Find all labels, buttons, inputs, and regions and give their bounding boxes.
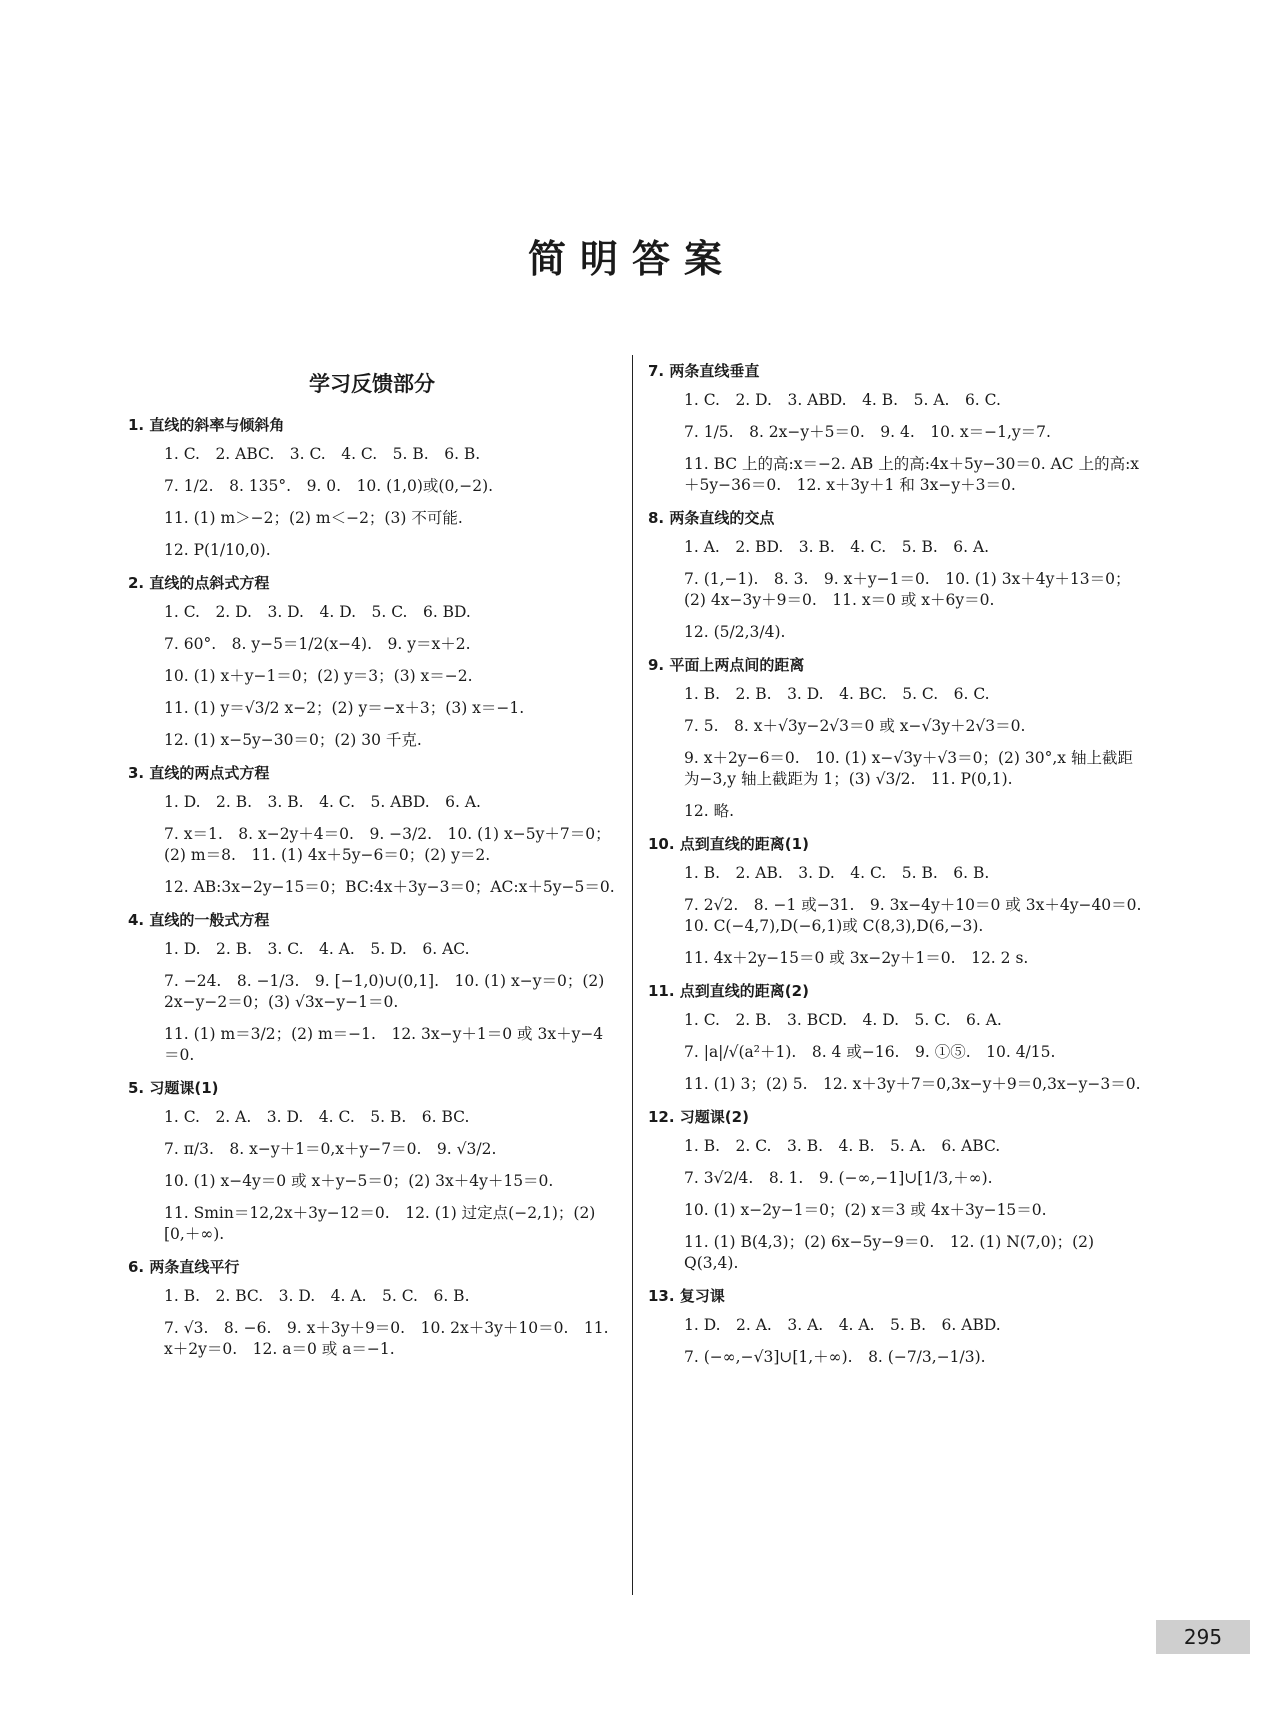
answer-line: 1. D. 2. A. 3. A. 4. A. 5. B. 6. ABD. [684,1316,1001,1334]
answer-line: 10. (1) x−2y−1＝0；(2) x＝3 或 4x＋3y−15＝0. [684,1201,1047,1219]
section-title: 5. 习题课(1) [128,1079,219,1097]
section-title: 7. 两条直线垂直 [648,362,760,380]
section-title: 8. 两条直线的交点 [648,509,775,527]
answer-line: 7. 5. 8. x＋√3y−2√3＝0 或 x−√3y＋2√3＝0. [684,717,1026,735]
answer-line: 11. (1) m＝3/2；(2) m＝−1. 12. 3x−y＋1＝0 或 3x＋y−4＝0. [164,1025,604,1064]
answer-line: 1. C. 2. ABC. 3. C. 4. C. 5. B. 6. B. [164,445,481,463]
answer-line: 10. (1) x−4y＝0 或 x＋y−5＝0；(2) 3x＋4y＋15＝0. [164,1172,554,1190]
left-sections [128,414,616,1360]
answer-section [128,414,616,561]
answer-line: 12. AB:3x−2y−15＝0；BC:4x＋3y−3＝0；AC:x＋5y−5＝0. [164,878,615,896]
right-column [648,360,1157,1379]
section-title: 9. 平面上两点间的距离 [648,656,805,674]
answer-line: 1. A. 2. BD. 3. B. 4. C. 5. B. 6. A. [684,538,990,556]
answer-line: 7. 1/2. 8. 135°. 9. 0. 10. (1,0)或(0,−2). [164,477,494,495]
answer-section [128,909,616,1066]
answer-line: 1. C. 2. D. 3. D. 4. D. 5. C. 6. BD. [164,603,471,621]
answer-line: 7. |a|/√(a²＋1). 8. 4 或−16. 9. ①⑤. 10. 4/15. [684,1043,1056,1061]
answer-line: 10. (1) x＋y−1＝0；(2) y＝3；(3) x＝−2. [164,667,473,685]
answer-line: 7. √3. 8. −6. 9. x＋3y＋9＝0. 10. 2x＋3y＋10＝0. 11. x＋2y＝0. 12. a＝0 或 a＝−1. [164,1319,609,1358]
answer-line: 1. D. 2. B. 3. B. 4. C. 5. ABD. 6. A. [164,793,481,811]
section-title: 3. 直线的两点式方程 [128,764,270,782]
answer-line: 1. C. 2. B. 3. BCD. 4. D. 5. C. 6. A. [684,1011,1002,1029]
answer-line: 12. P(1/10,0). [164,541,271,559]
answer-line: 11. (1) 3；(2) 5. 12. x＋3y＋7＝0,3x−y＋9＝0,3x−y−3＝0. [684,1075,1141,1093]
section-title: 12. 习题课(2) [648,1108,749,1126]
answer-line: 11. Smin＝12,2x＋3y−12＝0. 12. (1) 过定点(−2,1)；(2) [0,＋∞). [164,1204,596,1243]
answer-section [648,980,1146,1095]
answer-section [648,833,1157,969]
section-title: 4. 直线的一般式方程 [128,911,270,929]
section-title: 1. 直线的斜率与倾斜角 [128,416,285,434]
column-divider [632,355,633,1595]
section-title: 10. 点到直线的距离(1) [648,835,809,853]
answer-line: 12. 略. [684,802,735,820]
section-title: 11. 点到直线的距离(2) [648,982,809,1000]
answer-line: 7. x＝1. 8. x−2y＋4＝0. 9. −3/2. 10. (1) x−5y＋7＝0；(2) m＝8. 11. (1) 4x＋5y−6＝0；(2) y＝2. [164,825,611,864]
answer-line: 1. B. 2. C. 3. B. 4. B. 5. A. 6. ABC. [684,1137,1001,1155]
answer-line: 1. C. 2. D. 3. ABD. 4. B. 5. A. 6. C. [684,391,1001,409]
answer-section [648,654,1146,822]
answer-section [648,1285,1146,1368]
right-sections [648,360,1157,1368]
answer-line: 7. (1,−1). 8. 3. 9. x＋y−1＝0. 10. (1) 3x＋4y＋13＝0；(2) 4x−3y＋9＝0. 11. x＝0 或 x＋6y＝0. [684,570,1131,609]
answer-line: 12. (5/2,3/4). [684,623,786,641]
answer-line: 11. BC 上的高:x＝−2. AB 上的高:4x＋5y−30＝0. AC 上的高:x＋5y−36＝0. 12. x＋3y＋1 和 3x−y＋3＝0. [684,455,1140,494]
answer-line: 7. −24. 8. −1/3. 9. [−1,0)∪(0,1]. 10. (1) x−y＝0；(2) 2x−y−2＝0；(3) √3x−y−1＝0. [164,972,605,1011]
answer-line: 7. 60°. 8. y−5＝1/2(x−4). 9. y＝x＋2. [164,635,471,653]
answer-line: 11. (1) B(4,3)；(2) 6x−5y−9＝0. 12. (1) N(7,0)；(2) Q(3,4). [684,1233,1095,1272]
answer-line: 7. 2√2. 8. −1 或−31. 9. 3x−4y＋10＝0 或 3x＋4y−40＝0. 10. C(−4,7),D(−6,1)或 C(8,3),D(6,−3). [684,896,1157,935]
answer-section [648,360,1146,496]
page-title: 简明答案 [527,236,736,281]
answer-section [128,1256,616,1360]
answer-line: 12. (1) x−5y−30＝0；(2) 30 千克. [164,731,422,749]
answer-line: 1. B. 2. BC. 3. D. 4. A. 5. C. 6. B. [164,1287,470,1305]
page-number: 295 [1156,1620,1250,1654]
answer-line: 1. B. 2. B. 3. D. 4. BC. 5. C. 6. C. [684,685,990,703]
answer-line: 1. B. 2. AB. 3. D. 4. C. 5. B. 6. B. [684,864,990,882]
section-title: 6. 两条直线平行 [128,1258,240,1276]
answer-line: 11. (1) y＝√3/2 x−2；(2) y＝−x＋3；(3) x＝−1. [164,699,525,717]
answer-section [128,572,616,751]
answer-line: 11. (1) m＞−2；(2) m＜−2；(3) 不可能. [164,509,463,527]
answer-section [648,1106,1146,1274]
answer-line: 1. D. 2. B. 3. C. 4. A. 5. D. 6. AC. [164,940,470,958]
section-title: 13. 复习课 [648,1287,725,1305]
part-heading: 学习反馈部分 [309,372,435,396]
section-title: 2. 直线的点斜式方程 [128,574,270,592]
answer-line: 7. 1/5. 8. 2x−y＋5＝0. 9. 4. 10. x＝−1,y＝7. [684,423,1051,441]
answer-section [128,1077,616,1245]
answer-line: 7. 3√2/4. 8. 1. 9. (−∞,−1]∪[1/3,＋∞). [684,1169,993,1187]
answer-line: 9. x＋2y−6＝0. 10. (1) x−√3y＋√3＝0；(2) 30°,x 轴上截距为−3,y 轴上截距为 1；(3) √3/2. 11. P(0,1). [684,749,1133,788]
answer-line: 7. (−∞,−√3]∪[1,＋∞). 8. (−7/3,−1/3). [684,1348,986,1366]
answer-line: 1. C. 2. A. 3. D. 4. C. 5. B. 6. BC. [164,1108,470,1126]
answer-section [128,762,616,898]
answer-line: 11. 4x＋2y−15＝0 或 3x−2y＋1＝0. 12. 2 s. [684,949,1029,967]
left-column [128,360,616,1371]
answer-section [648,507,1146,643]
answer-line: 7. π/3. 8. x−y＋1＝0,x＋y−7＝0. 9. √3/2. [164,1140,497,1158]
